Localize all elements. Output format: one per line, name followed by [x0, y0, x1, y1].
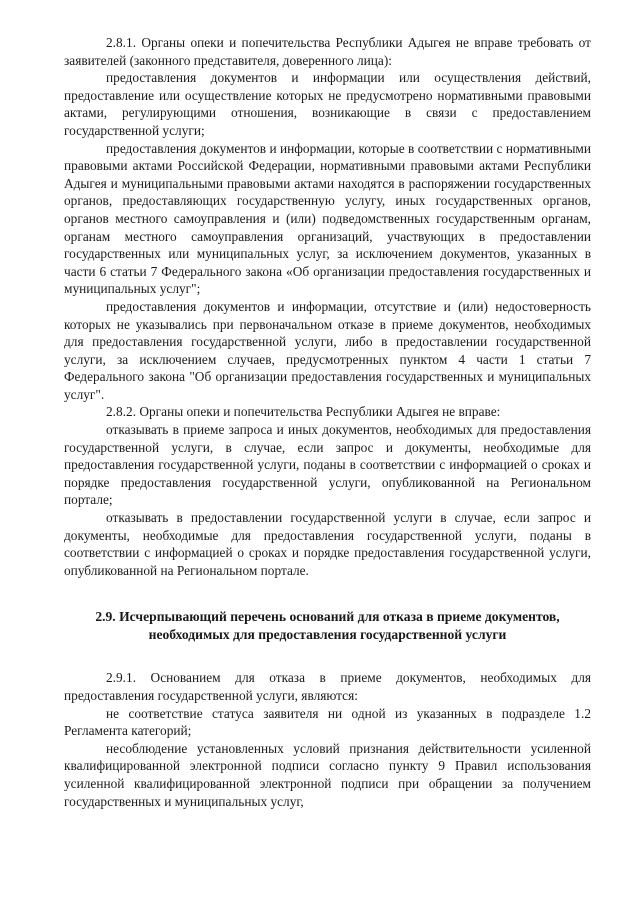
paragraph-item: отказывать в предоставлении государственной услуги в случае, если запрос и документы, необходимые для предоставления государственной услуги, поданы в соответствии с информацией о сроках и порядке предоставления государственной услуги, опубликованной на Региональном портале.: [64, 510, 591, 578]
paragraph-item: отказывать в приеме запроса и иных документов, необходимых для предоставления государственной услуги, в случае, если запрос и документы, необходимые для предоставления государственной услуги, поданы в соответствии с информацией о сроках и порядке предоставления государственной услуги, опубликованной на Региональном портале;: [64, 422, 591, 508]
paragraph-2-9-1: 2.9.1. Основанием для отказа в приеме документов, необходимых для предоставления государственной услуги, являются:: [64, 670, 591, 703]
section-heading-2-9: 2.9. Исчерпывающий перечень оснований для отказа в приеме документов, необходимых для предоставления государственной услуги: [95, 609, 560, 643]
paragraph-item: предоставления документов и информации или осуществления действий, предоставление или осуществление которых не предусмотрено нормативными правовыми актами, регулирующими отношения, возникающие в связи с предоставлением государственной услуги;: [64, 70, 591, 138]
paragraph-item: несоблюдение установленных условий признания действительности усиленной квалифицированной электронной подписи согласно пункту 9 Правил использования усиленной квалифицированной электронной подписи при обращении за получением государственных и муниципальных услуг,: [64, 740, 591, 809]
paragraph-2-8-1: 2.8.1. Органы опеки и попечительства Республики Адыгея не вправе требовать от заявителей (законного представителя, доверенного лица):: [64, 35, 591, 68]
document-page: [64, 34, 591, 810]
paragraph-item: не соответствие статуса заявителя ни одной из указанных в подразделе 1.2 Регламента категорий;: [64, 705, 591, 739]
paragraph-item: предоставления документов и информации, которые в соответствии с нормативными правовыми актами Российской Федерации, нормативными правовыми актами Республики Адыгея и муниципальными правовыми актами находятся в распоряжении государственных органов, предоставляющих государственную услугу, иных государственных органов, органов местного самоуправления и (или) подведомственных государственным органам, органам местного самоуправления организаций, участвующих в предоставлении государственных или муниципальных услуг, за исключением документов, указанных в части 6 статьи 7 Федерального закона «Об организации предоставления государственных и муниципальных услуг";: [64, 140, 591, 297]
paragraph-2-8-2: 2.8.2. Органы опеки и попечительства Республики Адыгея не вправе:: [106, 404, 501, 420]
paragraph-item: предоставления документов и информации, отсутствие и (или) недостоверность которых не указывались при первоначальном отказе в приеме документов, необходимых для предоставления государственной услуги, либо в предоставлении государственной услуги, за исключением случаев, предусмотренных пунктом 4 части 1 статьи 7 Федерального закона "Об организации предоставления государственных и муниципальных услуг".: [64, 298, 591, 402]
